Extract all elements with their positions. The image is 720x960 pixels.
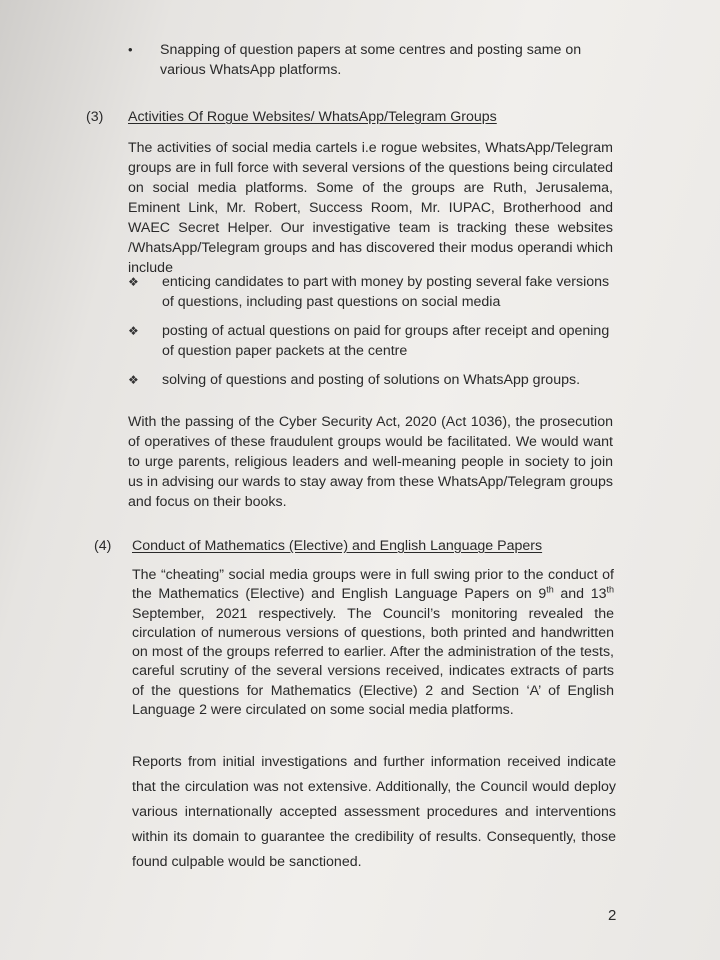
section-3-bullet-1-text: enticing candidates to part with money by posting several fake versions of questions, including past questions on social media [162, 274, 610, 310]
diamond-bullet-icon: ❖ [128, 275, 139, 289]
diamond-bullet-icon: ❖ [128, 324, 139, 338]
ordinal-suffix: th [606, 584, 614, 595]
section-4-paragraph-2: Reports from initial investigations and further information received indicate that the circulation was not extensive. Additionally, the Council would deploy various internationally accepted assessment procedures and interventions within its domain to guarantee the credibility of results. Consequently, those found culpable would be sanctioned. [132, 754, 616, 870]
section-4-number: (4) [94, 538, 112, 554]
section-3-heading: Activities Of Rogue Websites/ WhatsApp/Telegram Groups [128, 109, 497, 125]
section-4-p1-text-a: The “cheating” social media groups were in full swing prior to the conduct of the Mathematics (Elective) and English Language Papers on 9 [132, 567, 614, 603]
section-4-p1-text-b: and 13 [553, 586, 607, 603]
section-3-paragraph-2: With the passing of the Cyber Security Act, 2020 (Act 1036), the prosecution of operatives of these fraudulent groups would be facilitated. We would want to urge parents, religious leaders and well-meaning people in society to join us in advising our wards to stay away from these WhatsApp/Telegram groups and focus on their books. [128, 414, 613, 510]
diamond-bullet-icon: ❖ [128, 373, 139, 387]
page-number: 2 [608, 907, 617, 924]
section-4-p1-text-c: September, 2021 respectively. The Council’s monitoring revealed the circulation of numerous versions of questions, both printed and handwritten on most of the groups referred to earlier. After the administration of the tests, careful scrutiny of the several versions received, indicates extracts of parts of the questions for Mathematics (Elective) 2 and Section ‘A’ of English Language 2 were circulated on some social media platforms. [132, 605, 614, 719]
section-3-bullet-2-text: posting of actual questions on paid for groups after receipt and opening of question paper packets at the centre [162, 323, 610, 359]
section-4-paragraph-1 [132, 566, 614, 720]
section-3-number: (3) [86, 109, 104, 125]
top-bullet-text: Snapping of question papers at some centres and posting same on various WhatsApp platforms. [160, 42, 582, 78]
section-3-paragraph-1: The activities of social media cartels i.e rogue websites, WhatsApp/Telegram groups are in full force with several versions of the questions being circulated on social media platforms. Some of the groups are Ruth, Jerusalema, Eminent Link, Mr. Robert, Success Room, Mr. IUPAC, Brotherhood and WAEC Secret Helper. Our investigative team is tracking these websites /WhatsApp/Telegram groups and has discovered their modus operandi which include [128, 140, 613, 276]
bullet-dot-icon: • [128, 42, 133, 57]
ordinal-suffix: th [546, 584, 554, 595]
section-4-heading: Conduct of Mathematics (Elective) and English Language Papers [132, 538, 543, 554]
section-3-bullet-3-text: solving of questions and posting of solutions on WhatsApp groups. [162, 372, 581, 388]
